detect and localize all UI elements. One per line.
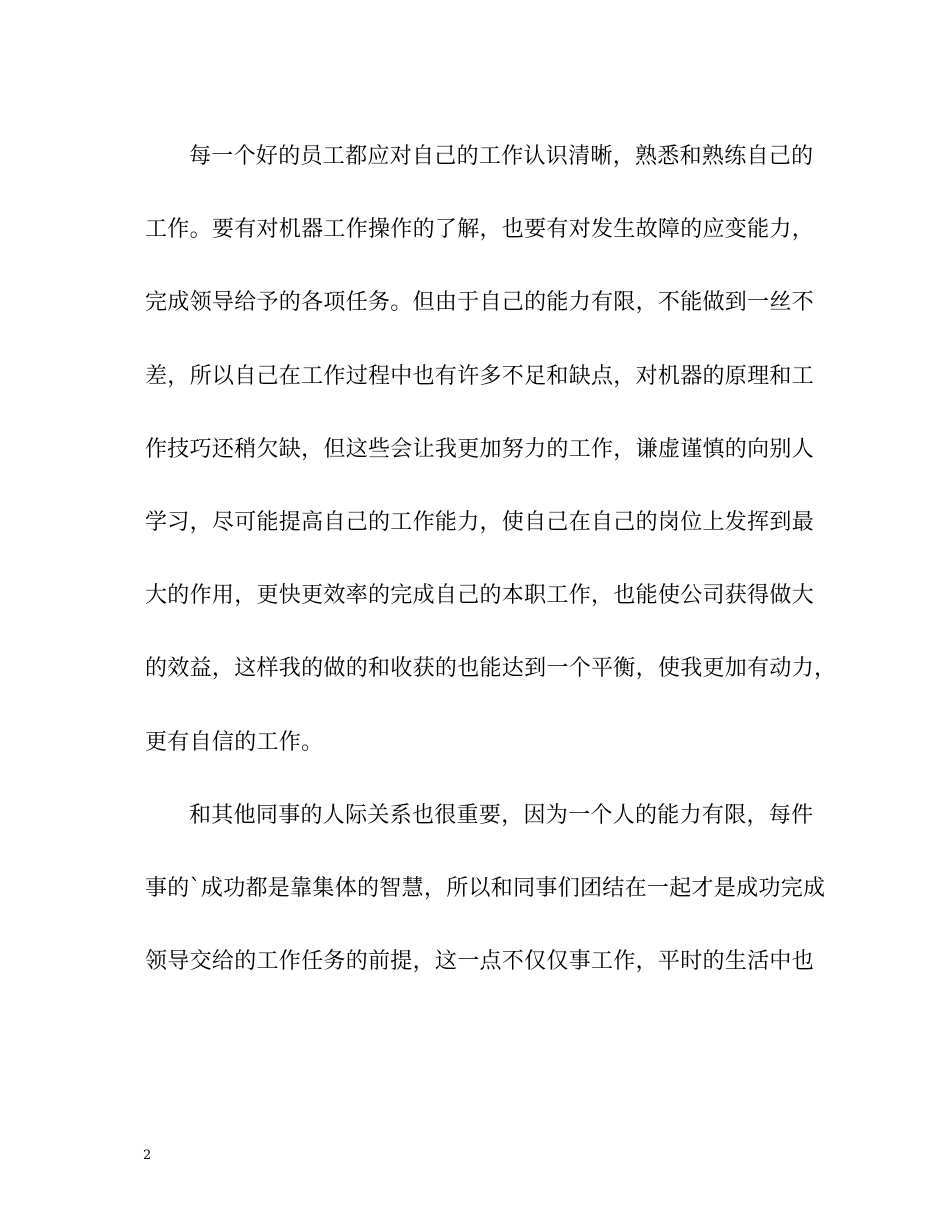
paragraph-2-line-1: 和其他同事的人际关系也很重要，因为一个人的能力有限，每件	[189, 802, 814, 828]
paragraph-1-line-8: 的效益，这样我的做的和收获的也能达到一个平衡，使我更加有动力，	[145, 656, 837, 682]
paragraph-1-line-9: 更有自信的工作。	[145, 729, 324, 755]
paragraph-1-line-6: 学习，尽可能提高自己的工作能力，使自己在自己的岗位上发挥到最	[145, 509, 815, 535]
body-text	[145, 134, 837, 1012]
paragraph-1-line-2: 工作。要有对机器工作操作的了解，也要有对发生故障的应变能力，	[145, 217, 815, 243]
paragraph-1-line-7: 大的作用，更快更效率的完成自己的本职工作，也能使公司获得做大	[145, 583, 815, 609]
paragraph-1-line-4: 差，所以自己在工作过程中也有许多不足和缺点，对机器的原理和工	[145, 363, 815, 389]
paragraph-1-line-3: 完成领导给予的各项任务。但由于自己的能力有限，不能做到一丝不	[145, 290, 815, 316]
page-number: 2	[143, 1148, 152, 1163]
paragraph-1-line-5: 作技巧还稍欠缺，但这些会让我更加努力的工作，谦虚谨慎的向别人	[145, 436, 815, 462]
paragraph-2-line-3: 领导交给的工作任务的前提，这一点不仅仅事工作，平时的生活中也	[145, 949, 815, 975]
paragraph-1-line-1: 每一个好的员工都应对自己的工作认识清晰，熟悉和熟练自己的	[189, 144, 814, 169]
paragraph-2-line-2: 事的`成功都是靠集体的智慧，所以和同事们团结在一起才是成功完成	[145, 875, 826, 901]
